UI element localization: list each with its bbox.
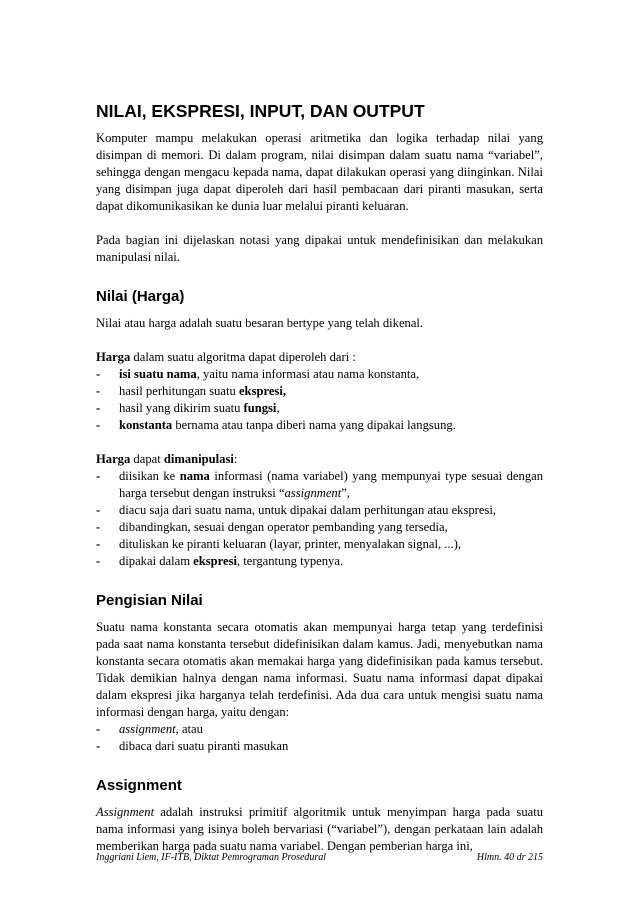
list-item-italic: assignment — [119, 722, 176, 736]
page-content — [96, 101, 543, 855]
list-item-italic: assignment — [284, 486, 342, 500]
list-item-text: diisikan ke — [119, 469, 180, 483]
list-item-text: , atau — [175, 722, 203, 736]
list-item-text: dibandingkan, sesuai dengan operator pembanding yang tersedia, — [119, 520, 448, 534]
list-item-text: ”, — [341, 486, 350, 500]
list-item — [96, 536, 543, 553]
list-item — [96, 383, 543, 400]
list-item-text: hasil perhitungan suatu — [119, 384, 239, 398]
list-item-bold: fungsi — [243, 401, 277, 415]
harga-manipulated-lead — [96, 451, 543, 468]
list-item-text: dipakai dalam — [119, 554, 194, 568]
list-item-text: , tergantung typenya. — [237, 554, 344, 568]
list-item-bold: isi suatu nama — [119, 367, 197, 381]
list-item-text: dibaca dari suatu piranti masukan — [119, 739, 289, 753]
list-item-text: hasil yang dikirim suatu — [119, 401, 244, 415]
section-heading-nilai: Nilai (Harga) — [96, 288, 185, 305]
list-item-bold: nama — [179, 469, 210, 483]
assignment-paragraph — [96, 804, 543, 855]
list-item-text: diacu saja dari suatu nama, untuk dipakai dalam perhitungan atau ekspresi, — [119, 503, 496, 517]
list-item — [96, 738, 543, 755]
list-item — [96, 366, 543, 383]
list-item-text: dituliskan ke piranti keluaran (layar, printer, menyalakan signal, ...), — [119, 537, 462, 551]
harga-obtained-lead — [96, 349, 543, 366]
list-item-text: informasi (nama variabel) yang mempunyai type sesuai dengan harga tersebut dengan instruksi “ — [119, 469, 544, 500]
page-footer — [96, 852, 543, 864]
lead-text: : — [233, 452, 238, 466]
harga-manipulation-list — [96, 468, 543, 570]
list-item-bold: ekspresi — [193, 554, 237, 568]
list-item-text: , — [276, 401, 280, 415]
footer-author: Inggriani Liem, IF-ITB, Diktat Pemrograman Prosedural — [96, 852, 327, 863]
list-item-text: , yaitu nama informasi atau nama konstanta, — [196, 367, 420, 381]
footer-page-number: Hlmn. 40 dr 215 — [476, 852, 543, 863]
list-item — [96, 553, 543, 570]
pengisian-paragraph: Suatu nama konstanta secara otomatis akan mempunyai harga tetap yang terdefinisi pada saat nama konstanta tersebut didefinisikan dalam kamus. Jadi, menyebutkan nama konstanta secara otomatis akan memakai harga yang didefinisikan pada kamus tersebut. Tidak demikian halnya dengan nama informasi. Suatu nama informasi dapat dipakai dalam ekspresi jika harganya telah terdefinisi. Ada dua cara untuk mengisi suatu nama informasi dengan harga, yaitu dengan: — [96, 620, 543, 719]
lead-text: dapat — [130, 452, 164, 466]
list-item-text: bernama atau tanpa diberi nama yang dipakai langsung. — [172, 418, 456, 432]
assignment-paragraph-text: adalah instruksi primitif algoritmik untuk menyimpan harga pada suatu nama informasi yang isinya boleh bervariasi (“variabel”), dengan perkataan lain adalah memberikan harga pada suatu nama variabel. Dengan pemberian harga ini, — [96, 805, 543, 853]
list-item — [96, 721, 543, 738]
list-item — [96, 468, 543, 502]
assignment-term: Assignment — [96, 805, 155, 819]
harga-sources-list — [96, 366, 543, 434]
list-item-bold: konstanta — [119, 418, 173, 432]
intro-paragraph-1: Komputer mampu melakukan operasi aritmetika dan logika terhadap nilai yang disimpan di memori. Di dalam program, nilai disimpan dalam suatu nama “variabel”, sehingga dengan mengacu kepada nama, dapat dilakukan operasi yang diinginkan. Nilai yang disimpan juga dapat diperoleh dari hasil pembacaan dari piranti masukan, serta dapat dikomunikasikan ke dunia luar melalui piranti keluaran. — [96, 131, 543, 213]
list-item — [96, 519, 543, 536]
harga-obtained-lead-text: dalam suatu algoritma dapat diperoleh dari : — [130, 350, 356, 364]
intro-paragraph-2: Pada bagian ini dijelaskan notasi yang dipakai untuk mendefinisikan dan melakukan manipulasi nilai. — [96, 233, 543, 264]
list-item — [96, 400, 543, 417]
section-heading-pengisian: Pengisian Nilai — [96, 592, 203, 609]
pengisian-methods-list — [96, 721, 543, 755]
list-item-bold: ekspresi, — [238, 384, 286, 398]
page-title: NILAI, EKSPRESI, INPUT, DAN OUTPUT — [96, 101, 425, 121]
dimanipulasi-term: dimanipulasi — [163, 452, 234, 466]
section-heading-assignment: Assignment — [96, 777, 182, 794]
list-item — [96, 417, 543, 434]
list-item — [96, 502, 543, 519]
harga-term: Harga — [96, 350, 131, 364]
nilai-definition: Nilai atau harga adalah suatu besaran bertype yang telah dikenal. — [96, 316, 424, 330]
harga-term: Harga — [96, 452, 131, 466]
